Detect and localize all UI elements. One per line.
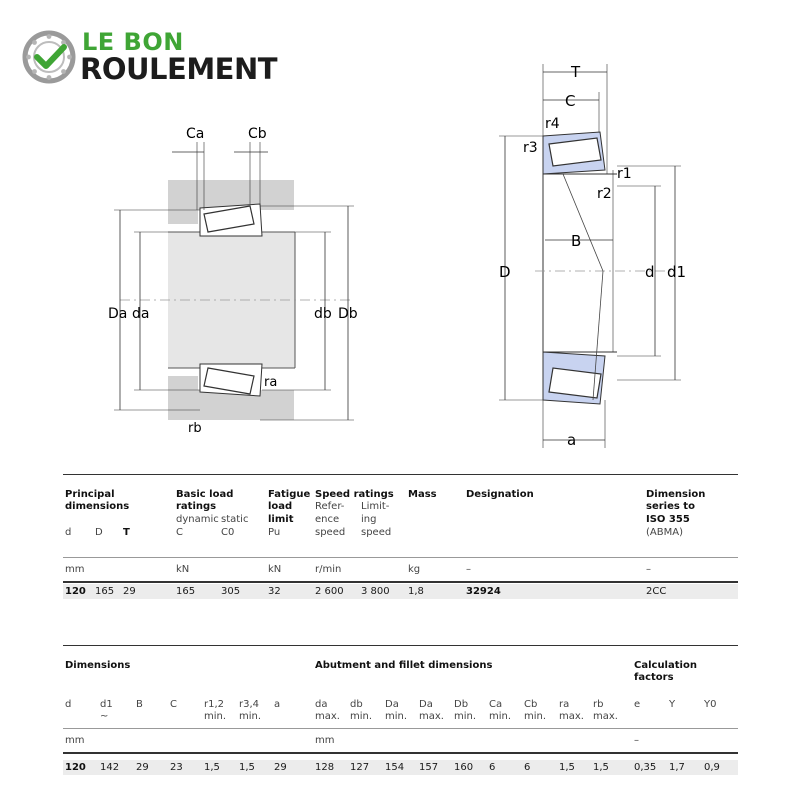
label-a: a (567, 431, 577, 449)
hdr-calc-2: factors (634, 672, 674, 683)
hdr-basic-2: ratings (176, 501, 217, 512)
sym-ra: ra (559, 699, 570, 710)
sym-Db-q: min. (454, 711, 477, 722)
sym-ra-q: max. (559, 711, 584, 722)
sym-db-q: min. (350, 711, 373, 722)
unit-fatigue: kN (268, 564, 282, 575)
unit-speed: r/min (315, 564, 342, 575)
label-D: D (499, 263, 511, 281)
val-a: 29 (274, 762, 287, 773)
hdr-dimensions: Dimensions (65, 660, 131, 671)
label-d: d (645, 263, 655, 281)
label-r3: r3 (523, 140, 538, 156)
table-row (63, 584, 738, 599)
hdr-calc-1: Calculation (634, 660, 697, 671)
val-Da-max: 157 (419, 762, 439, 773)
hdr-principal-1: Principal (65, 489, 115, 500)
hdr-speed: Speed ratings (315, 489, 394, 500)
val-Ca: 6 (489, 762, 496, 773)
val-D: 165 (95, 586, 115, 597)
unit-loads: kN (176, 564, 190, 575)
brand-line-2: ROULEMENT (80, 52, 278, 86)
val-lim-speed: 3 800 (361, 586, 390, 597)
unit-mass: kg (408, 564, 421, 575)
val-mass: 1,8 (408, 586, 424, 597)
val-Y0: 0,9 (704, 762, 720, 773)
unit-dims: mm (65, 564, 85, 575)
val-B: 29 (136, 762, 149, 773)
sym-Db: Db (454, 699, 469, 710)
hdr-principal-2: dimensions (65, 501, 130, 512)
hdr-ref-1: Refer- (315, 501, 345, 512)
val-r34: 1,5 (239, 762, 255, 773)
sym-Ca-q: min. (489, 711, 512, 722)
val-Cb: 6 (524, 762, 531, 773)
sym-C0: C0 (221, 527, 235, 538)
sym-da: da (315, 699, 328, 710)
val-Pu: 32 (268, 586, 281, 597)
label-da: da (132, 306, 150, 322)
val-C: 23 (170, 762, 183, 773)
sym-Pu: Pu (268, 527, 281, 538)
val-ref-speed: 2 600 (315, 586, 344, 597)
sym-D: D (95, 527, 103, 538)
label-r4: r4 (545, 116, 560, 132)
hdr-fatigue-3: limit (268, 514, 294, 525)
hdr-fatigue-1: Fatigue (268, 489, 311, 500)
unit-dims: mm (65, 735, 85, 746)
sym-Y: Y (669, 699, 676, 710)
sym-rb-q: max. (593, 711, 618, 722)
dimensions-table (63, 645, 738, 780)
label-r2: r2 (597, 186, 612, 202)
label-B: B (571, 232, 582, 250)
unit-abutment: mm (315, 735, 335, 746)
sym-C: C (170, 699, 177, 710)
hdr-lim-2: ing (361, 514, 377, 525)
sym-r12: r1,2 (204, 699, 225, 710)
val-Db: 160 (454, 762, 474, 773)
hdr-lim-1: Limit- (361, 501, 390, 512)
mounting-drawing (100, 120, 370, 450)
sym-d: d (65, 527, 72, 538)
val-e: 0,35 (634, 762, 657, 773)
hdr-series-2: series to (646, 501, 695, 512)
label-r1: r1 (617, 166, 632, 182)
label-ra: ra (264, 375, 278, 390)
sym-B: B (136, 699, 143, 710)
label-ca: Ca (186, 126, 205, 142)
sym-Da: Da (385, 699, 399, 710)
sym-T: T (123, 527, 130, 538)
hdr-basic-sub-2: static (221, 514, 249, 525)
sym-r12-q: min. (204, 711, 227, 722)
val-d1: 142 (100, 762, 120, 773)
hdr-mass: Mass (408, 489, 437, 500)
hdr-lim-3: speed (361, 527, 392, 538)
sym-a: a (274, 699, 281, 710)
val-d: 120 (65, 586, 86, 597)
label-T: T (571, 63, 581, 81)
sym-d1: d1 (100, 699, 113, 710)
label-cb: Cb (248, 126, 267, 142)
label-Db: Db (338, 306, 358, 322)
hdr-designation: Designation (466, 489, 534, 500)
hdr-fatigue-2: load (268, 501, 293, 512)
val-T: 29 (123, 586, 136, 597)
val-rb: 1,5 (593, 762, 609, 773)
hdr-basic-sub-1: dynamic (176, 514, 219, 525)
hdr-series-3: ISO 355 (646, 514, 690, 525)
val-Y: 1,7 (669, 762, 685, 773)
sym-r34-q: min. (239, 711, 262, 722)
sym-r34: r3,4 (239, 699, 260, 710)
sym-d1-note: ~ (100, 711, 109, 722)
bearing-check-icon (22, 30, 76, 84)
hdr-ref-2: ence (315, 514, 340, 525)
hdr-abutment: Abutment and fillet dimensions (315, 660, 493, 671)
label-d1: d1 (667, 263, 687, 281)
val-designation: 32924 (466, 586, 501, 597)
hdr-basic-1: Basic load (176, 489, 234, 500)
sym-Cb-q: min. (524, 711, 547, 722)
val-r12: 1,5 (204, 762, 220, 773)
sym-Da2: Da (419, 699, 433, 710)
product-table (63, 474, 738, 604)
hdr-ref-3: speed (315, 527, 346, 538)
sym-Da2-q: max. (419, 711, 444, 722)
hdr-series-4: (ABMA) (646, 527, 683, 538)
val-series: 2CC (646, 586, 667, 597)
brand-line-1: LE BON (82, 28, 184, 56)
unit-designation: – (466, 564, 471, 575)
brand-logo (22, 26, 302, 86)
bearing-drawing (495, 60, 695, 450)
val-db: 127 (350, 762, 370, 773)
val-da: 128 (315, 762, 335, 773)
sym-da-q: max. (315, 711, 340, 722)
sym-Da-q: min. (385, 711, 408, 722)
label-Da: Da (108, 306, 128, 322)
val-Da-min: 154 (385, 762, 405, 773)
unit-series: – (646, 564, 651, 575)
sym-rb: rb (593, 699, 604, 710)
val-C0: 305 (221, 586, 241, 597)
label-db: db (314, 306, 332, 322)
sym-Cb: Cb (524, 699, 538, 710)
val-ra: 1,5 (559, 762, 575, 773)
sym-C: C (176, 527, 183, 538)
hdr-series-1: Dimension (646, 489, 706, 500)
label-C: C (565, 92, 576, 110)
unit-calc: – (634, 735, 639, 746)
table-row (63, 760, 738, 775)
sym-Y0: Y0 (704, 699, 717, 710)
val-d: 120 (65, 762, 86, 773)
label-rb: rb (188, 421, 202, 436)
sym-d: d (65, 699, 72, 710)
sym-db: db (350, 699, 363, 710)
val-C: 165 (176, 586, 196, 597)
sym-e: e (634, 699, 641, 710)
sym-Ca: Ca (489, 699, 503, 710)
